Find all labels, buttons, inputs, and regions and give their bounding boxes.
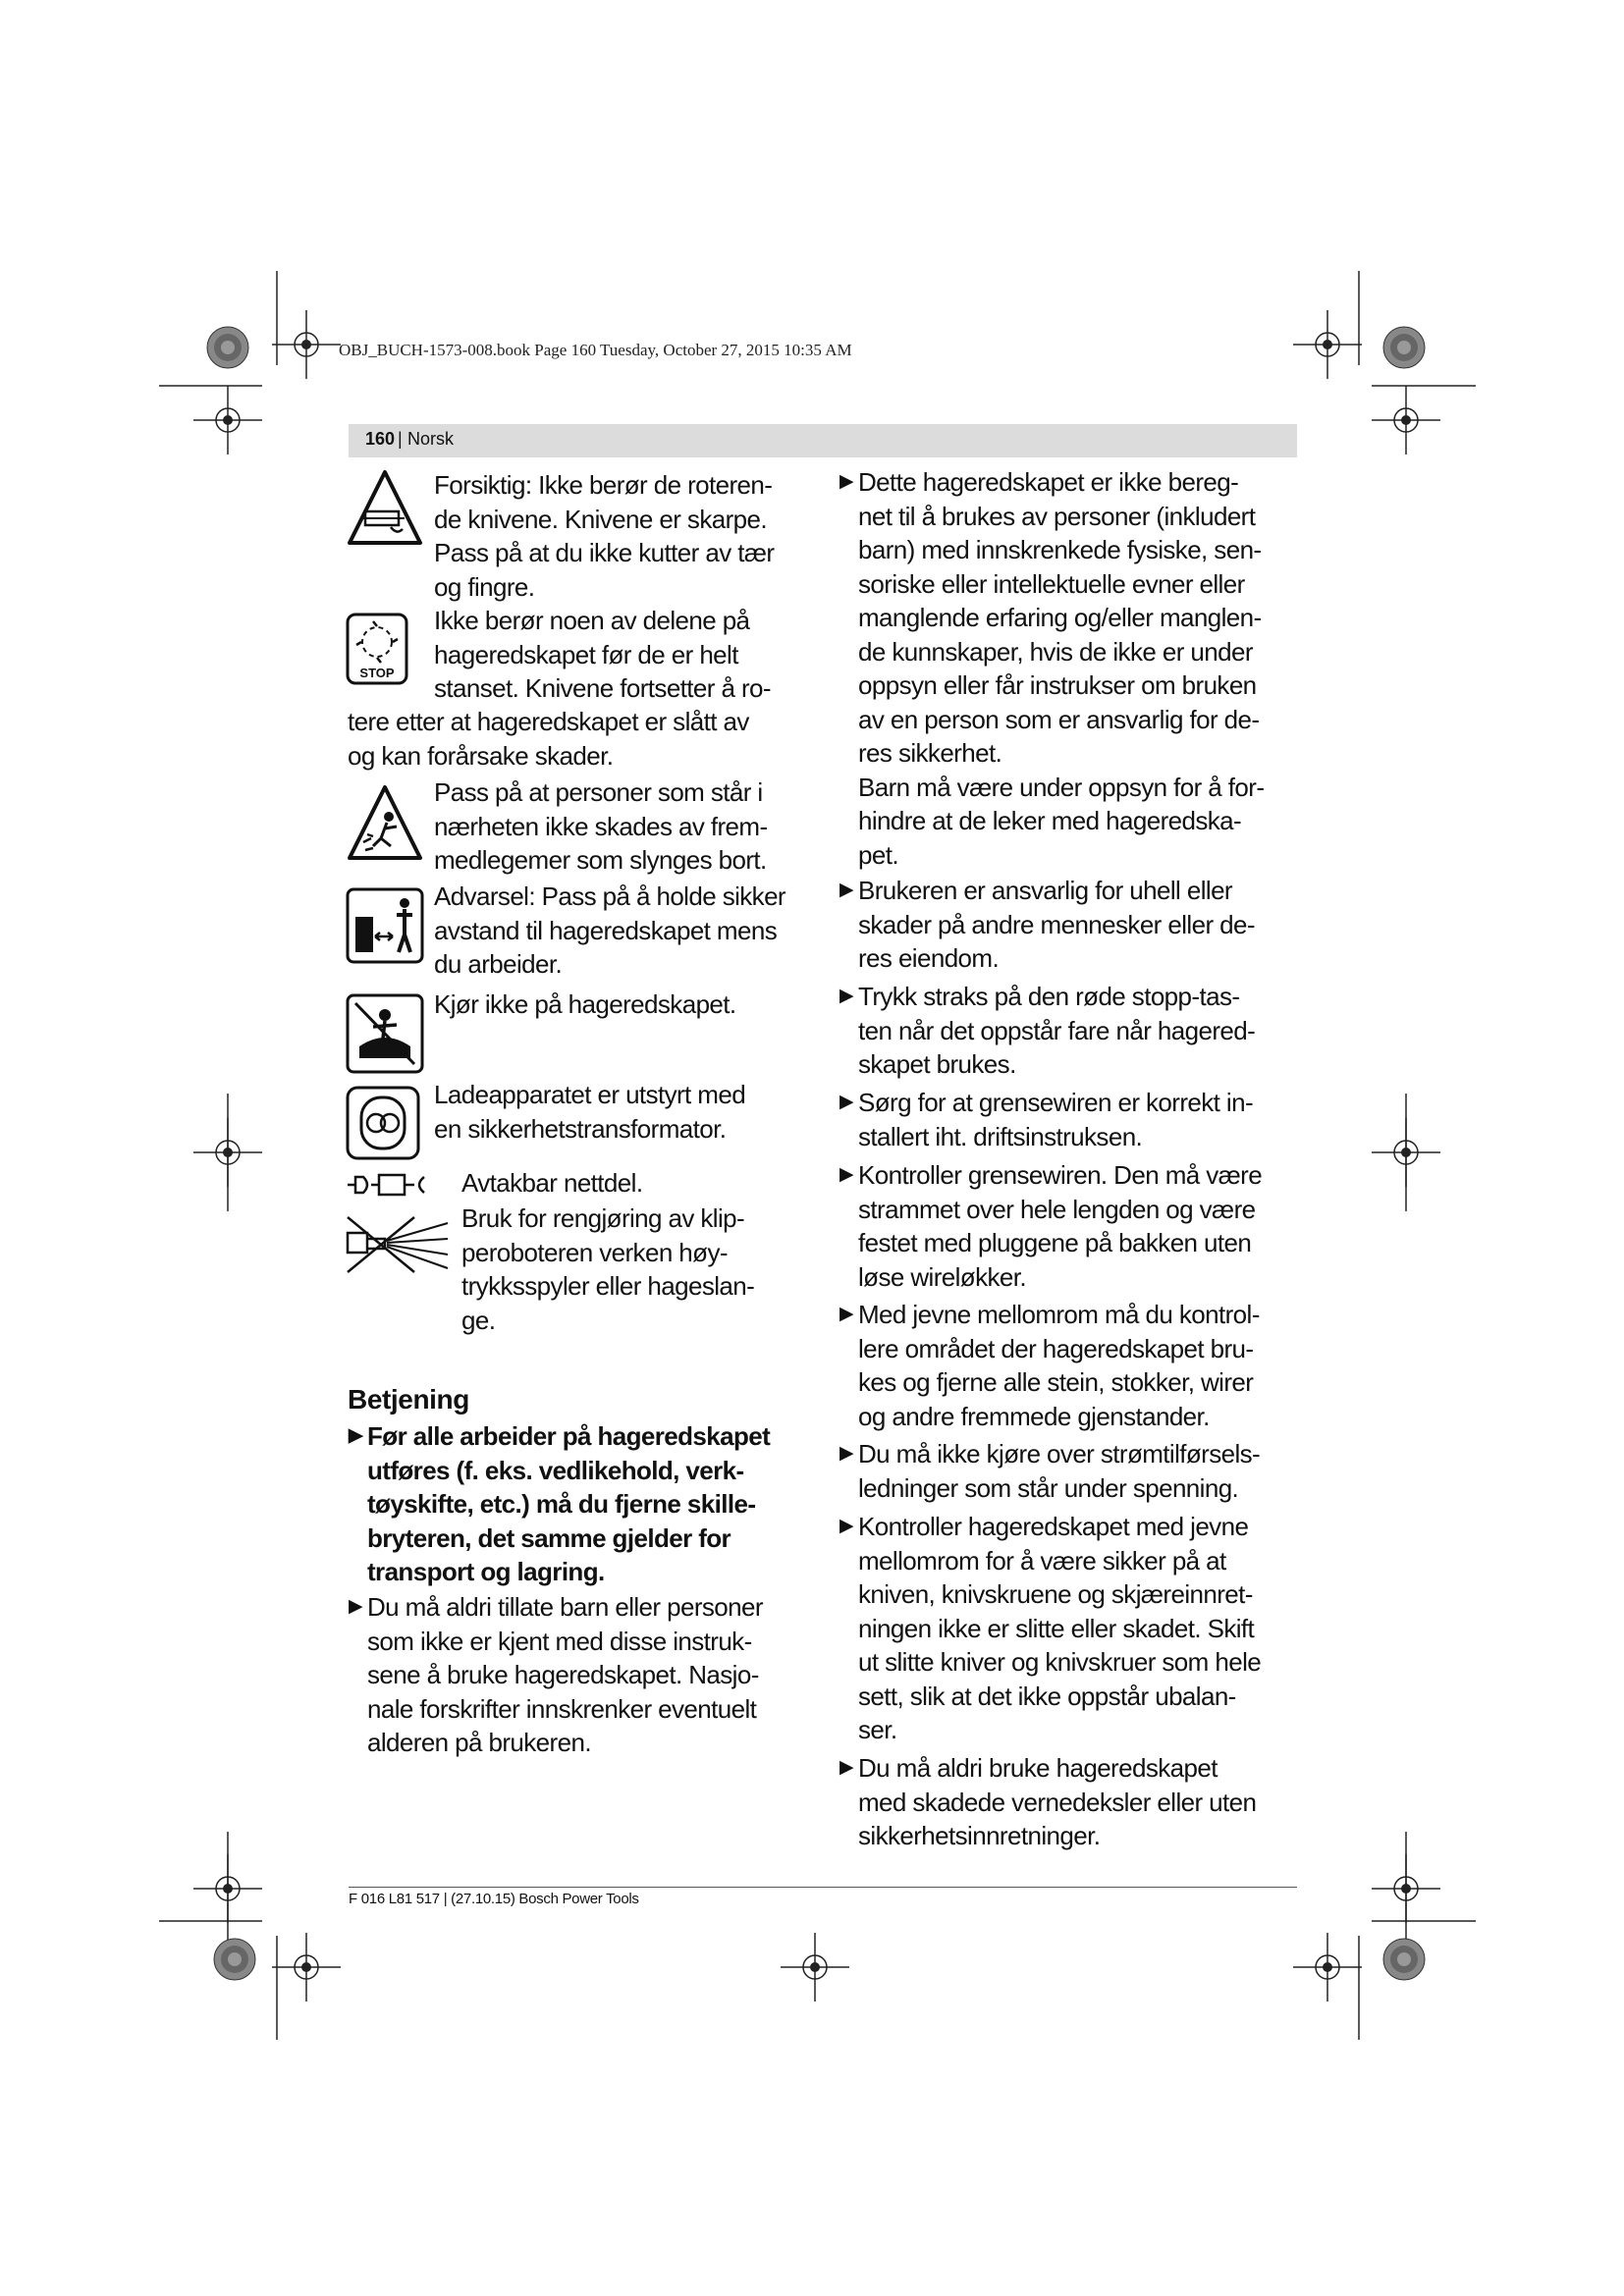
right-bullet-2: ▶ Brukeren er ansvarlig for uhell eller skader på andre mennesker eller de- res eiendom. bbox=[839, 876, 1255, 973]
detachable-power-supply-icon bbox=[346, 1171, 428, 1199]
rosette-mark-top-left bbox=[207, 327, 248, 368]
crosshair-mark bbox=[1293, 310, 1362, 379]
bullet-arrow-icon: ▶ bbox=[839, 1757, 854, 1778]
bullet-arrow-icon: ▶ bbox=[839, 1304, 854, 1324]
warning-text-safety-transformer: Ladeapparatet er utstyrt med en sikkerhetstransformator. bbox=[434, 1080, 746, 1144]
bullet-arrow-icon: ▶ bbox=[839, 1443, 854, 1464]
stop-rotating-icon bbox=[346, 613, 408, 685]
safe-distance-icon bbox=[346, 887, 424, 964]
crosshair-mark bbox=[272, 1933, 341, 2002]
page-number: 160 bbox=[365, 429, 396, 449]
right-bullet-6: ▶ Med jevne mellomrom må du kontrol- lere området der hageredskapet bru- kes og fjerne alle stein, stokker, wirer og andre fremmede gjenstander. bbox=[839, 1300, 1260, 1431]
right-bullet-8: ▶ Kontroller hageredskapet med jevne mellomrom for å være sikker på at kniven, knivskruene og skjæreinnret- ningen ikke er slitte eller skadet. Skift ut slitte kniver og knivskruer som hele sett, slik at det ikke oppstår ubalan- ser. bbox=[839, 1512, 1262, 1744]
right-bullet-9: ▶ Du må aldri bruke hageredskapet med skadede vernedeksler eller uten sikkerhetsinnretninger. bbox=[839, 1753, 1257, 1850]
warning-text-stop-continued: tere etter at hageredskapet er slått av og kan forårsake skader. bbox=[348, 707, 749, 771]
no-riding-icon bbox=[346, 993, 424, 1074]
bullet-arrow-icon: ▶ bbox=[839, 986, 854, 1006]
no-hose-icon bbox=[346, 1209, 454, 1276]
right-bullet-7: ▶ Du må ikke kjøre over strømtilførsels- ledninger som står under spenning. bbox=[839, 1439, 1261, 1503]
warning-text-no-hose: Bruk for rengjøring av klip- peroboteren verken høy- trykksspyler eller hageslan- ge. bbox=[461, 1203, 755, 1335]
right-bullet-5: ▶ Kontroller grensewiren. Den må være strammet over hele lengden og være festet med pluggene på bakken uten løse wireløkker. bbox=[839, 1160, 1263, 1292]
warning-text-blades: Forsiktig: Ikke berør de roteren- de knivene. Knivene er skarpe. Pass på at du ikke kutter av tær og fingre. bbox=[434, 470, 775, 602]
right-bullet-4: ▶ Sørg for at grensewiren er korrekt in- stallert iht. driftsinstruksen. bbox=[839, 1088, 1254, 1151]
crosshair-mark bbox=[1372, 386, 1440, 454]
stop-label: STOP bbox=[359, 666, 395, 680]
rosette-mark-bottom-right bbox=[1383, 1939, 1425, 1980]
page-header-bar bbox=[349, 424, 1297, 457]
left-bullet-children: ▶ Du må aldri tillate barn eller personer som ikke er kjent med disse instruk- sene å bruke hageredskapet. Nasjo- nale forskrifter innskrenker eventuelt alderen på brukeren. bbox=[349, 1592, 763, 1757]
rosette-mark-top-right bbox=[1383, 327, 1425, 368]
bullet-arrow-icon: ▶ bbox=[839, 1516, 854, 1536]
crosshair-mark bbox=[781, 1933, 849, 2002]
right-bullet-1: ▶ Dette hageredskapet er ikke bereg- net til å brukes av personer (inkludert barn) med innskrenkede fysiske, sen- soriske eller intellektuelle evner eller manglende erfaring og/eller manglen- de kunnskaper, hvis de ikke er under oppsyn eller får instrukser om bruken av en person som er ansvarlig for de- res sikkerhet. Barn må være under oppsyn for å for- hindre at de leker med hageredska- pet. bbox=[839, 467, 1265, 870]
bullet-arrow-icon: ▶ bbox=[839, 880, 854, 900]
warning-text-safe-distance: Advarsel: Pass på å holde sikker avstand til hageredskapet mens du arbeider. bbox=[434, 881, 785, 979]
safety-transformer-icon bbox=[346, 1086, 420, 1160]
bullet-arrow-icon: ▶ bbox=[839, 1164, 854, 1185]
crosshair-mark bbox=[193, 386, 262, 454]
crosshair-mark bbox=[272, 310, 341, 379]
warning-text-thrown-objects: Pass på at personer som står i nærheten ikke skades av frem- medlegemer som slynges bort. bbox=[434, 777, 768, 875]
warning-text-no-riding: Kjør ikke på hageredskapet. bbox=[434, 989, 736, 1019]
bullet-arrow-icon: ▶ bbox=[349, 1425, 363, 1446]
bullet-arrow-icon: ▶ bbox=[839, 1092, 854, 1112]
rosette-mark-bottom-left bbox=[214, 1939, 255, 1980]
page-language: Norsk bbox=[407, 429, 455, 449]
warning-text-detachable-power: Avtakbar nettdel. bbox=[461, 1168, 643, 1198]
bullet-arrow-icon: ▶ bbox=[839, 471, 854, 492]
section-heading-betjening: Betjening bbox=[348, 1384, 469, 1415]
warning-text-stop: Ikke berør noen av delene på hageredskapet før de er helt stanset. Knivene fortsetter å ro- bbox=[434, 606, 771, 703]
right-bullet-3: ▶ Trykk straks på den røde stopp-tas- ten når det oppstår fare når hagered- skapet brukes. bbox=[839, 982, 1256, 1079]
bullet-arrow-icon: ▶ bbox=[349, 1596, 363, 1617]
rotating-blade-warning-icon bbox=[346, 468, 424, 551]
crosshair-mark bbox=[1293, 1933, 1362, 2002]
left-bullet-disconnect: ▶ Før alle arbeider på hageredskapet utføres (f. eks. vedlikehold, verk- tøyskifte, etc.) må du fjerne skille- bryteren, det samme gjelder for transport og lagring. bbox=[349, 1421, 771, 1586]
footer-rule bbox=[349, 1887, 1297, 1888]
file-header: OBJ_BUCH-1573-008.book Page 160 Tuesday, October 27, 2015 10:35 AM bbox=[339, 341, 852, 359]
page-separator: | bbox=[398, 429, 403, 449]
thrown-objects-warning-icon bbox=[346, 783, 424, 866]
footer-text: F 016 L81 517 | (27.10.15) Bosch Power Tools bbox=[349, 1891, 639, 1907]
